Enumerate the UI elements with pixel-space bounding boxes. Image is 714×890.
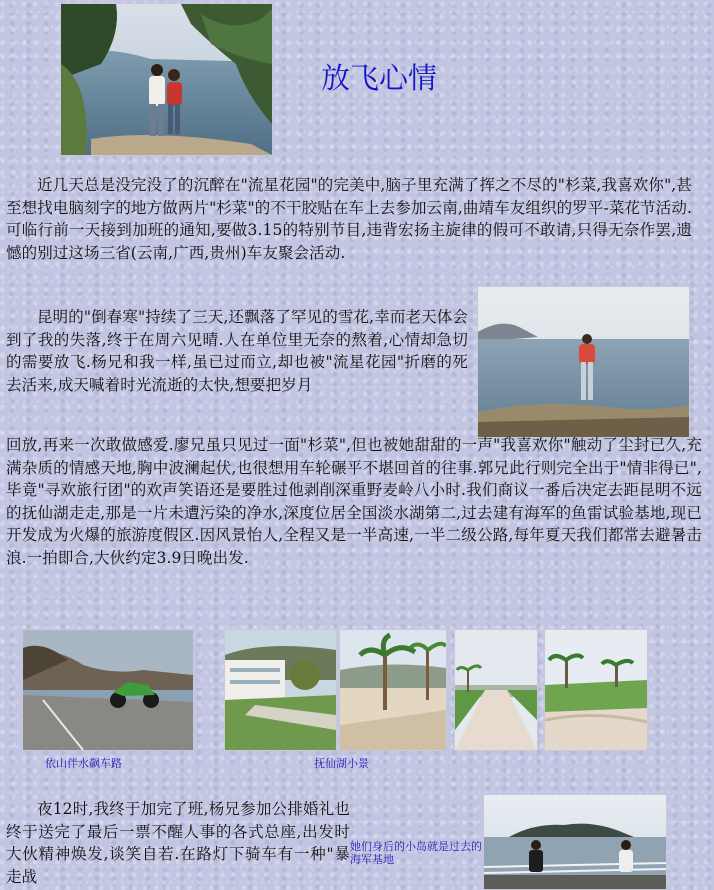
paragraph-2-part-1: 昆明的"倒春寒"持续了三天,还飘落了罕见的雪花,幸而老天体会到了我的失落,终于在周六见晴.人在单位里无奈的熬着,心情却急切的需要放飞.杨兄和我一样,虽已过而立,却也被"流星花园"折磨的死去活来,成天喊着时光流逝的太快,想要把岁月 [6, 308, 468, 394]
palm-tree-beach-photo [339, 629, 447, 751]
road-caption: 依山伴水飙车路 [45, 757, 122, 770]
girl-lake-photo [477, 286, 690, 438]
paragraph-3: 夜12时,我终于加完了班,杨兄参加公排婚礼也终于送完了最后一票不醒人事的各式总座,出发时大伙精神焕发,谈笑自若.在路灯下骑车有一种"暴走战 [6, 800, 350, 886]
lakeside-building-photo [224, 629, 337, 751]
paragraph-1: 近几天总是没完没了的沉醉在"流星花园"的完美中,脑子里充满了挥之不尽的"杉菜,我喜欢你",甚至想找电脑刻字的地方做两片"杉菜"的不干胶贴在车上去参加云南,曲靖车友组织的罗平-菜花节活动.可临行前一天接到加班的通知,要做3.15的特别节目,违背宏扬主旋律的假可不敢请,只得无奈作罢,遗憾的别过这场三省(云南,广西,贵州)车友聚会活动. [6, 176, 692, 262]
island-caption: 她们身后的小岛就是过去的海军基地 [350, 840, 482, 866]
promenade-photo [454, 629, 538, 751]
island-photo [483, 794, 667, 890]
lake-caption: 抚仙湖小景 [314, 757, 369, 770]
palm-lawn-photo [544, 629, 648, 751]
road-motorcycle-photo [22, 629, 194, 751]
couple-lake-photo [60, 3, 273, 156]
page-title: 放飞心情 [321, 61, 438, 95]
paragraph-2-part-2: 回放,再来一次敢做感爱.廖兄虽只见过一面"杉菜",但也被她甜甜的一声"我喜欢你"触动了尘封已久,充满杂质的情感天地,胸中波澜起伏,也很想用车轮碾平不堪回首的往事.郭兄此行则完全出于"情非得已",毕竟"寻欢旅行团"的欢声笑语还是要胜过他剥削深重野麦岭八小时.我们商议一番后决定去距昆明不远的抚仙湖走走,那是一片未遭污染的净水,深度位居全国淡水湖第二,过去建有海军的鱼雷试验基地,现已开发成为火爆的旅游度假区.因风景怡人,全程又是一半高速,一半二级公路,每年夏天我们都常去避暑击浪.一拍即合,大伙约定3.9日晚出发. [6, 436, 702, 567]
